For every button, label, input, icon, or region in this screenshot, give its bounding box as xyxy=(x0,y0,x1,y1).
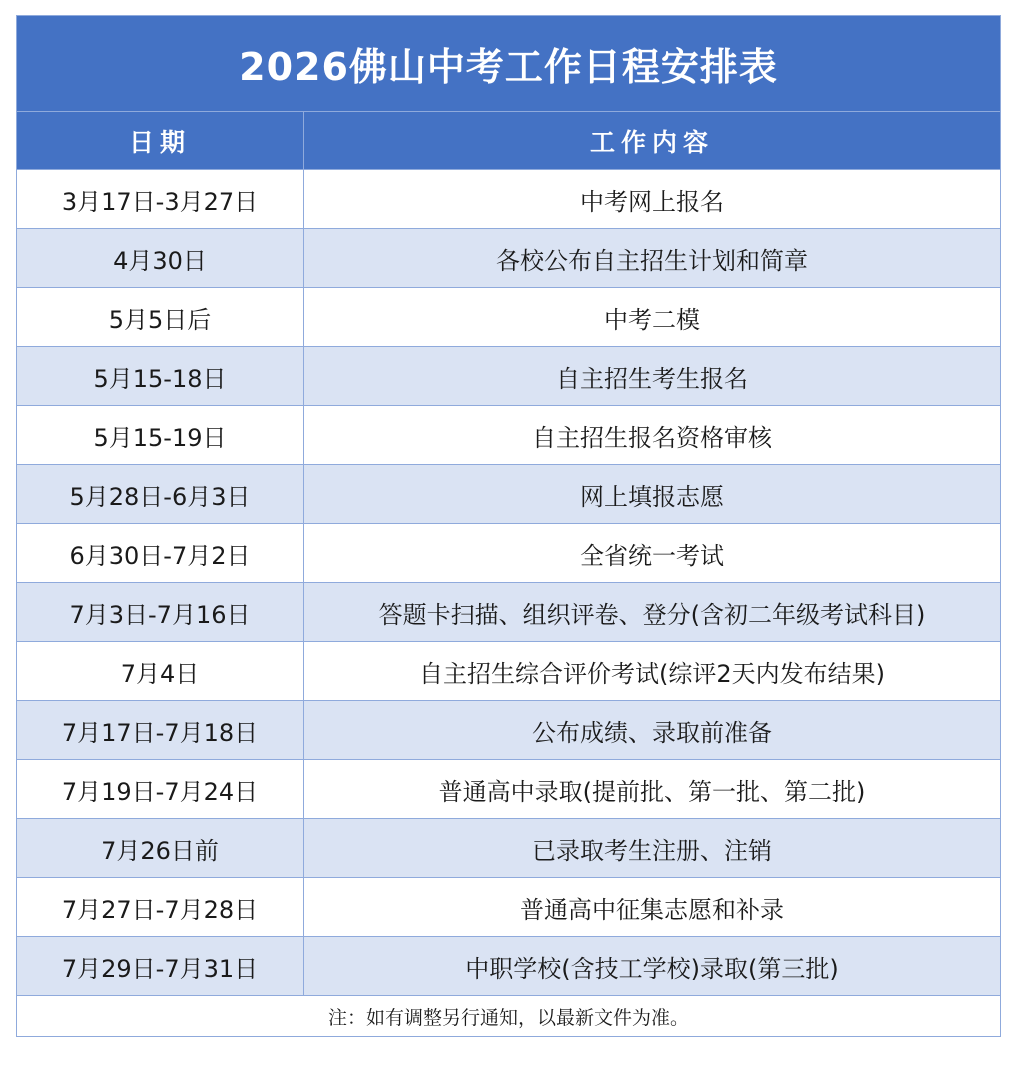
date-cell: 5月15-18日 xyxy=(17,347,304,406)
work-cell: 全省统一考试 xyxy=(304,524,1001,583)
date-cell: 7月3日-7月16日 xyxy=(17,583,304,642)
date-cell: 7月19日-7月24日 xyxy=(17,760,304,819)
title-row xyxy=(17,16,1001,112)
work-cell: 普通高中录取(提前批、第一批、第二批) xyxy=(304,760,1001,819)
table-row xyxy=(17,170,1001,229)
table-row xyxy=(17,406,1001,465)
header-row xyxy=(17,112,1001,170)
table-row xyxy=(17,937,1001,996)
footnote: 注：如有调整另行通知，以最新文件为准。 xyxy=(17,996,1001,1037)
date-cell: 7月17日-7月18日 xyxy=(17,701,304,760)
table-row xyxy=(17,819,1001,878)
date-cell: 4月30日 xyxy=(17,229,304,288)
schedule-table xyxy=(16,15,1001,1037)
work-cell: 自主招生报名资格审核 xyxy=(304,406,1001,465)
work-cell: 网上填报志愿 xyxy=(304,465,1001,524)
date-cell: 7月4日 xyxy=(17,642,304,701)
work-cell: 答题卡扫描、组织评卷、登分(含初二年级考试科目) xyxy=(304,583,1001,642)
table-row xyxy=(17,878,1001,937)
date-cell: 6月30日-7月2日 xyxy=(17,524,304,583)
table-row xyxy=(17,701,1001,760)
table-row xyxy=(17,583,1001,642)
date-cell: 5月15-19日 xyxy=(17,406,304,465)
work-cell: 各校公布自主招生计划和简章 xyxy=(304,229,1001,288)
work-column-header: 工作内容 xyxy=(304,112,1001,170)
table-row xyxy=(17,465,1001,524)
work-cell: 中考网上报名 xyxy=(304,170,1001,229)
table-title: 2026佛山中考工作日程安排表 xyxy=(17,16,1001,112)
date-cell: 5月28日-6月3日 xyxy=(17,465,304,524)
work-cell: 自主招生综合评价考试(综评2天内发布结果) xyxy=(304,642,1001,701)
work-cell: 公布成绩、录取前准备 xyxy=(304,701,1001,760)
work-cell: 中考二模 xyxy=(304,288,1001,347)
work-cell: 中职学校(含技工学校)录取(第三批) xyxy=(304,937,1001,996)
date-cell: 3月17日-3月27日 xyxy=(17,170,304,229)
work-cell: 已录取考生注册、注销 xyxy=(304,819,1001,878)
table-row xyxy=(17,347,1001,406)
work-cell: 自主招生考生报名 xyxy=(304,347,1001,406)
table-row xyxy=(17,229,1001,288)
table-row xyxy=(17,642,1001,701)
schedule-body xyxy=(17,170,1001,996)
note-row xyxy=(17,996,1001,1037)
date-cell: 7月27日-7月28日 xyxy=(17,878,304,937)
table-row xyxy=(17,760,1001,819)
date-cell: 7月29日-7月31日 xyxy=(17,937,304,996)
work-cell: 普通高中征集志愿和补录 xyxy=(304,878,1001,937)
table-row xyxy=(17,524,1001,583)
date-column-header: 日期 xyxy=(17,112,304,170)
table-row xyxy=(17,288,1001,347)
date-cell: 5月5日后 xyxy=(17,288,304,347)
date-cell: 7月26日前 xyxy=(17,819,304,878)
